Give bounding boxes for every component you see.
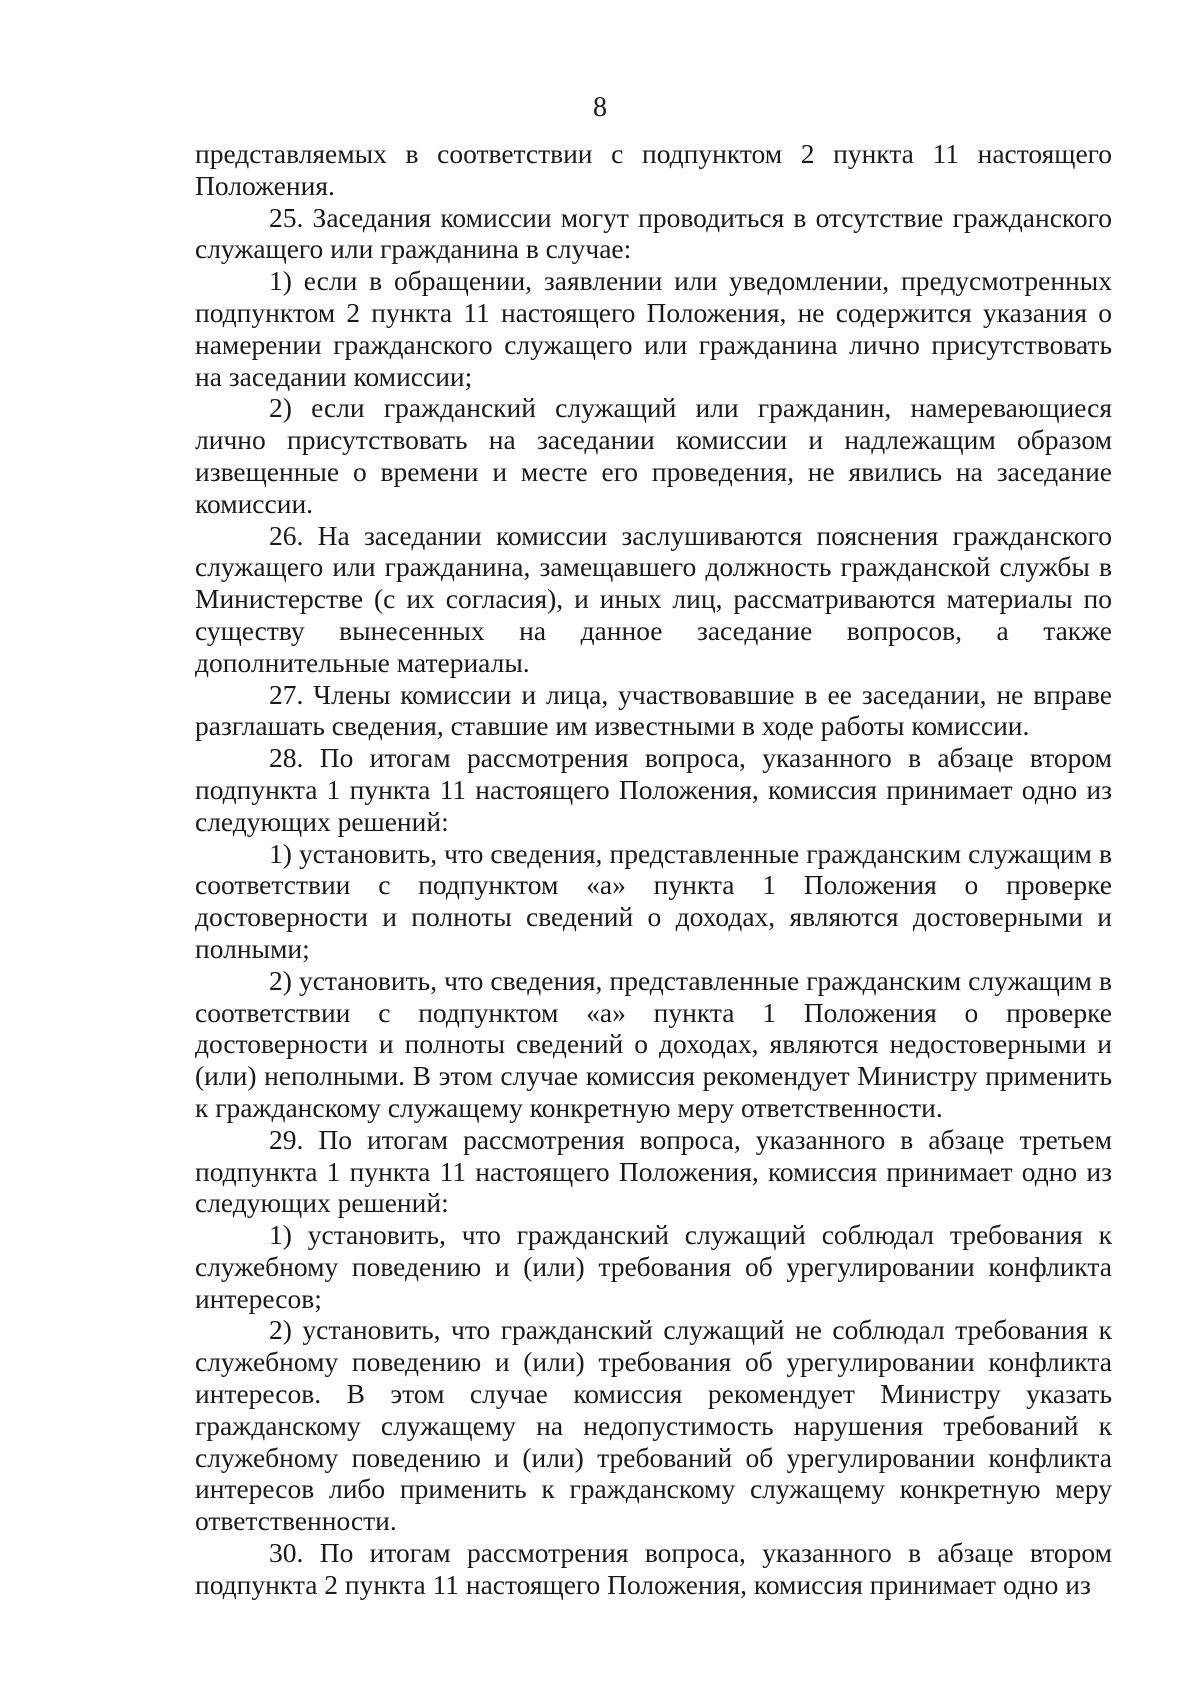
paragraph-27: 27. Члены комиссии и лица, участвовавшие в ее заседании, не вправе разглашать сведения, ставшие им известными в ходе работы комиссии.: [195, 678, 1112, 742]
paragraph-29-item-1: 1) установить, что гражданский служащий соблюдал требования к служебному поведению и (или) требования об урегулировании конфликта интересов;: [195, 1219, 1112, 1314]
document-body: [195, 138, 1112, 1601]
paragraph-25-item-1: 1) если в обращении, заявлении или уведомлении, предусмотренных подпунктом 2 пункта 11 настоящего Положения, не содержится указания о намерении гражданского служащего или гражданина лично присутствовать на заседании комиссии;: [195, 265, 1112, 392]
paragraph-29-item-2: 2) установить, что гражданский служащий не соблюдал требования к служебному поведению и (или) требования об урегулировании конфликта интересов. В этом случае комиссия рекомендует Министру указать гражданскому служащему на недопустимость нарушения требований к служебному поведению и (или) требований об урегулировании конфликта интересов либо применить к гражданскому служащему конкретную меру ответственности.: [195, 1314, 1112, 1537]
paragraph-26: 26. На заседании комиссии заслушиваются пояснения гражданского служащего или гражданина, замещавшего должность гражданской службы в Министерстве (с их согласия), и иных лиц, рассматриваются материалы по существу вынесенных на данное заседание вопросов, а также дополнительные материалы.: [195, 519, 1112, 678]
paragraph-continuation: представляемых в соответствии с подпунктом 2 пункта 11 настоящего Положения.: [195, 138, 1112, 201]
paragraph-29: 29. По итогам рассмотрения вопроса, указанного в абзаце третьем подпункта 1 пункта 11 настоящего Положения, комиссия принимает одно из следующих решений:: [195, 1123, 1112, 1219]
paragraph-25: 25. Заседания комиссии могут проводиться в отсутствие гражданского служащего или гражданина в случае:: [195, 201, 1112, 265]
page-number: 8: [593, 92, 607, 123]
paragraph-25-item-2: 2) если гражданский служащий или гражданин, намеревающиеся лично присутствовать на заседании комиссии и надлежащим образом извещенные о времени и месте его проведения, не явились на заседание комиссии.: [195, 392, 1112, 519]
paragraph-30: 30. По итогам рассмотрения вопроса, указанного в абзаце втором подпункта 2 пункта 11 настоящего Положения, комиссия принимает одно из: [195, 1537, 1112, 1600]
paragraph-28: 28. По итогам рассмотрения вопроса, указанного в абзаце втором подпункта 1 пункта 11 настоящего Положения, комиссия принимает одно из следующих решений:: [195, 742, 1112, 837]
paragraph-28-item-2: 2) установить, что сведения, представленные гражданским служащим в соответствии с подпунктом «а» пункта 1 Положения о проверке достоверности и полноты сведений о доходах, являются недостоверными и (или) неполными. В этом случае комиссия рекомендует Министру применить к гражданскому служащему конкретную меру ответственности.: [195, 964, 1112, 1123]
paragraph-28-item-1: 1) установить, что сведения, представленные гражданским служащим в соответствии с подпунктом «а» пункта 1 Положения о проверке достоверности и полноты сведений о доходах, являются достоверными и полными;: [195, 837, 1112, 964]
